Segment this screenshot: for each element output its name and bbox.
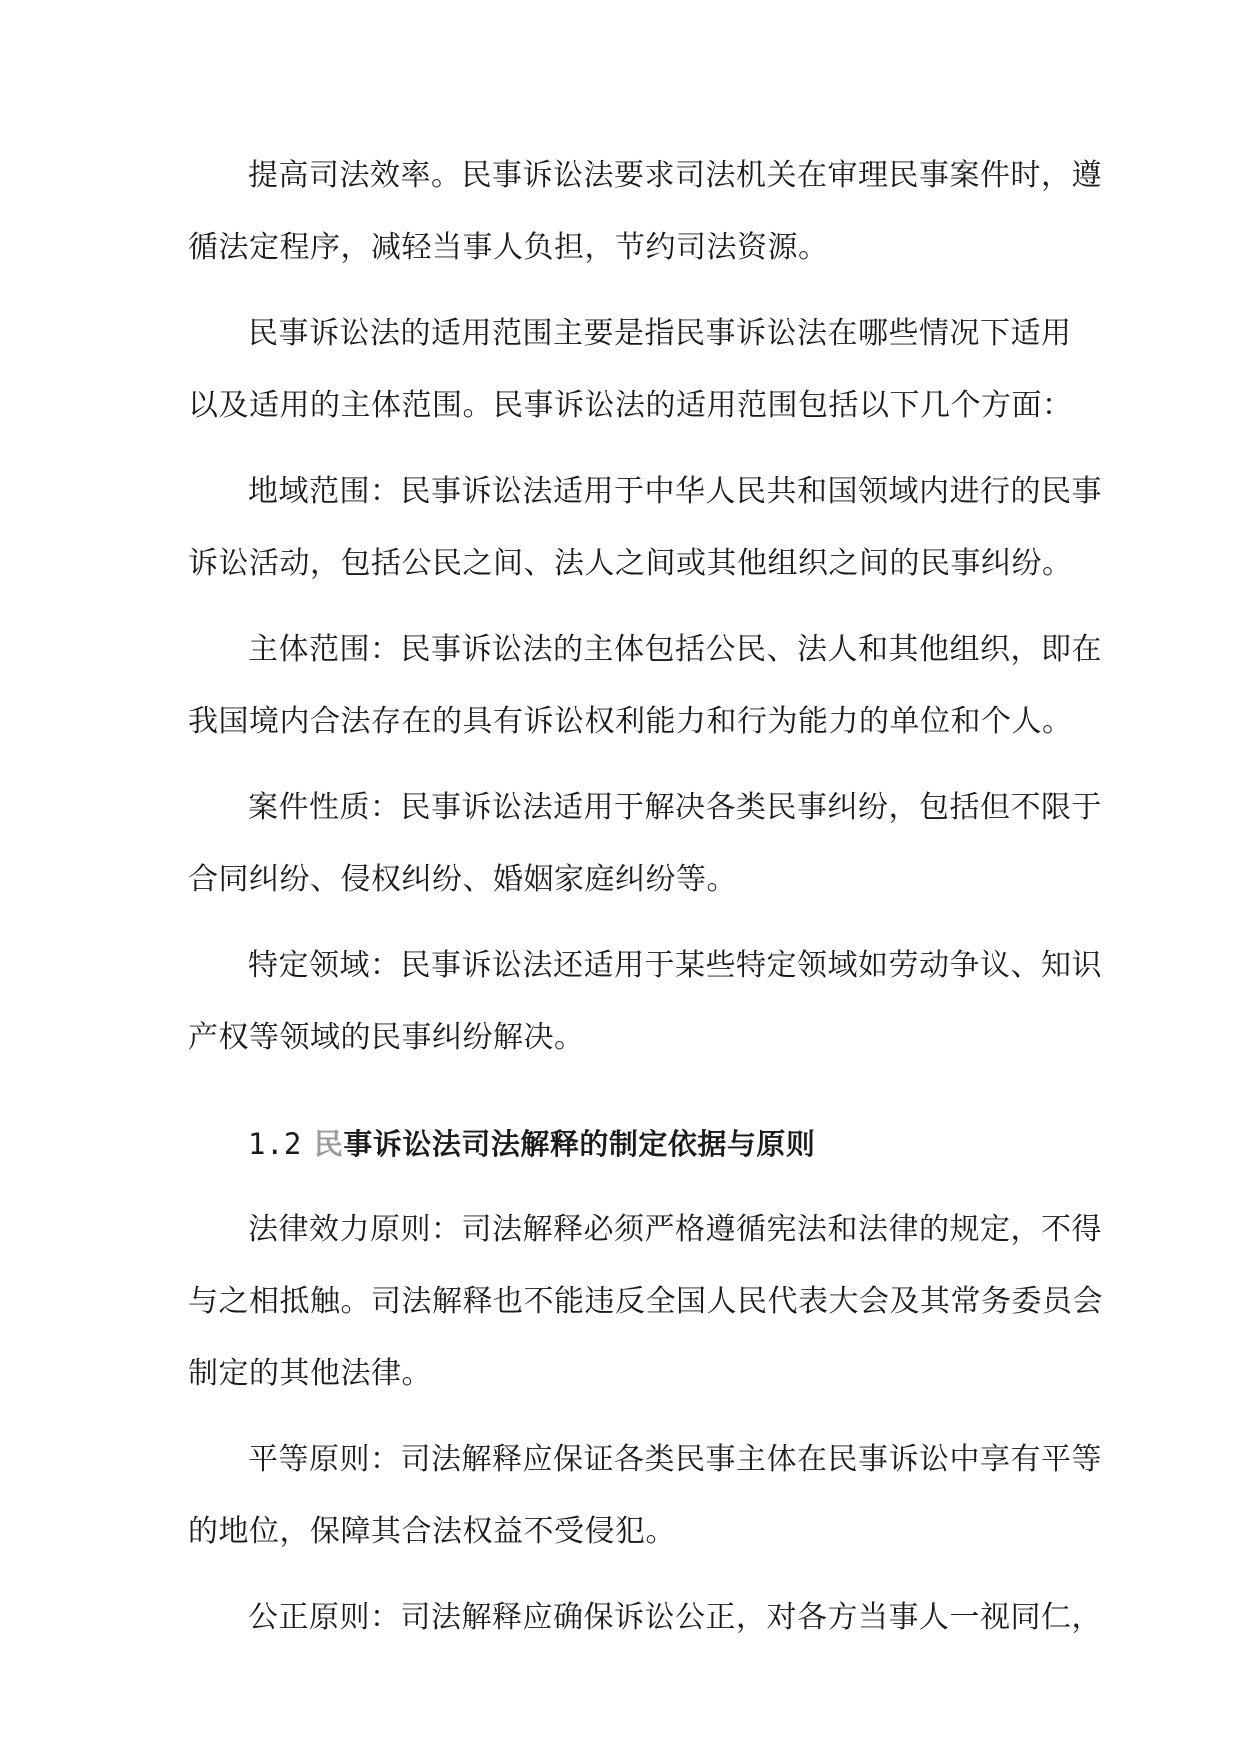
paragraph-line: 平等原则：司法解释应保证各类民事主体在民事诉讼中享有平等 [248, 1442, 1102, 1477]
paragraph-line: 制定的其他法律。 [188, 1356, 432, 1391]
paragraph-line: 特定领域：民事诉讼法还适用于某些特定领域如劳动争议、知识 [248, 948, 1102, 983]
paragraph-line: 循法定程序，减轻当事人负担，节约司法资源。 [188, 230, 829, 265]
paragraph-line: 主体范围：民事诉讼法的主体包括公民、法人和其他组织，即在 [248, 632, 1102, 667]
paragraph-line: 民事诉讼法的适用范围主要是指民事诉讼法在哪些情况下适用 [248, 316, 1072, 351]
paragraph-line: 以及适用的主体范围。民事诉讼法的适用范围包括以下几个方面： [188, 388, 1073, 423]
paragraph-line: 地域范围：民事诉讼法适用于中华人民共和国领域内进行的民事 [248, 474, 1102, 509]
paragraph-line: 的地位，保障其合法权益不受侵犯。 [188, 1514, 676, 1549]
paragraph-line: 案件性质：民事诉讼法适用于解决各类民事纠纷，包括但不限于 [248, 790, 1102, 825]
paragraph-specific-fields [188, 930, 1102, 1074]
paragraph-line: 提高司法效率。民事诉讼法要求司法机关在审理民事案件时，遵 [248, 158, 1102, 193]
section-heading [188, 1108, 1063, 1180]
paragraph-line: 与之相抵触。司法解释也不能违反全国人民代表大会及其常务委员会 [188, 1284, 1103, 1319]
paragraph-fairness-principle [188, 1582, 1102, 1654]
paragraph-legal-effect-principle [188, 1194, 1103, 1410]
paragraph-equality-principle [188, 1424, 1102, 1568]
paragraph-line: 合同纠纷、侵权纠纷、婚姻家庭纠纷等。 [188, 862, 737, 897]
paragraph-line: 诉讼活动，包括公民之间、法人之间或其他组织之间的民事纠纷。 [188, 546, 1073, 581]
paragraph-territorial-scope [188, 456, 1102, 600]
paragraph-scope-intro [188, 298, 1073, 442]
section-title: 事诉讼法司法解释的制定依据与原则 [343, 1127, 816, 1161]
paragraph-case-nature [188, 772, 1102, 916]
paragraph-line: 法律效力原则：司法解释必须严格遵循宪法和法律的规定，不得 [248, 1212, 1102, 1247]
paragraph-line: 我国境内合法存在的具有诉讼权利能力和行为能力的单位和个人。 [188, 704, 1073, 739]
paragraph-subject-scope [188, 614, 1102, 758]
section-title-faded-char: 民 [313, 1127, 344, 1161]
document-body [188, 140, 1103, 1668]
paragraph-judicial-efficiency [188, 140, 1102, 284]
section-number: 1.2 [248, 1127, 302, 1161]
paragraph-line: 公正原则：司法解释应确保诉讼公正，对各方当事人一视同仁， [248, 1600, 1102, 1635]
paragraph-line: 产权等领域的民事纠纷解决。 [188, 1020, 585, 1055]
